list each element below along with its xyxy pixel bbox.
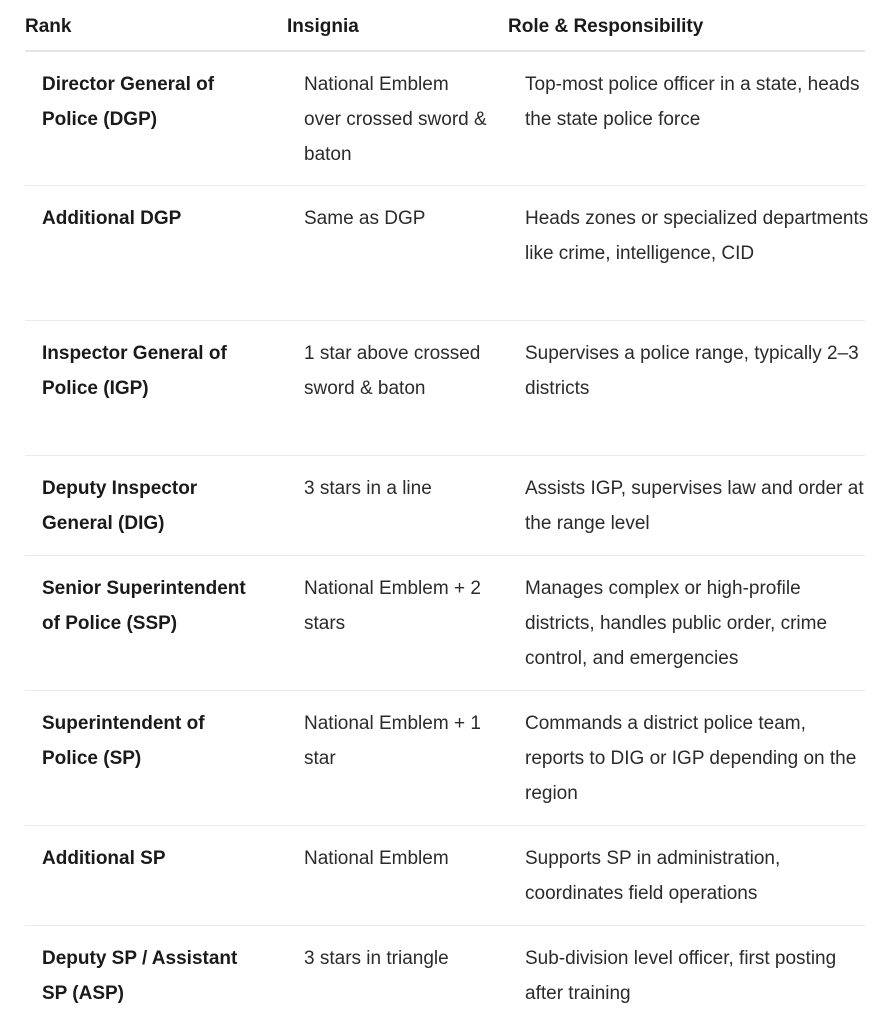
- insignia-cell: Same as DGP: [304, 208, 426, 229]
- role-cell: Supervises a police range, typically 2–3 districts: [525, 343, 859, 399]
- insignia-cell: National Emblem: [304, 848, 449, 869]
- header-rank: Rank: [25, 16, 72, 37]
- table-row: [25, 926, 865, 1024]
- insignia-cell: National Emblem + 2 stars: [304, 578, 481, 634]
- role-cell: Top-most police officer in a state, heads the state police force: [525, 74, 860, 130]
- table-row: [25, 186, 869, 321]
- insignia-cell: 3 stars in triangle: [304, 948, 449, 969]
- role-cell: Heads zones or specialized departments like crime, intelligence, CID: [525, 208, 869, 264]
- table-row: [25, 826, 865, 926]
- role-cell: Sub-division level officer, first posting after training: [525, 948, 837, 1004]
- rank-cell: Senior Superintendent of Police (SSP): [42, 578, 246, 634]
- rank-cell: Director General of Police (DGP): [42, 74, 215, 130]
- role-cell: Assists IGP, supervises law and order at the range level: [525, 478, 864, 534]
- role-cell: Commands a district police team, reports to DIG or IGP depending on the region: [525, 713, 857, 804]
- table-row: [25, 691, 865, 826]
- insignia-cell: 1 star above crossed sword & baton: [304, 343, 481, 399]
- rank-cell: Deputy SP / Assistant SP (ASP): [42, 948, 238, 1004]
- rank-cell: Inspector General of Police (IGP): [42, 343, 227, 399]
- table-row: [25, 556, 865, 691]
- rank-cell: Additional SP: [42, 848, 166, 869]
- rank-cell: Superintendent of Police (SP): [42, 713, 205, 769]
- role-cell: Supports SP in administration, coordinates field operations: [525, 848, 781, 904]
- role-cell: Manages complex or high-profile districts, handles public order, crime control, and emergencies: [525, 578, 828, 669]
- table-row: [25, 456, 865, 556]
- insignia-cell: National Emblem over crossed sword & baton: [304, 74, 487, 165]
- insignia-cell: National Emblem + 1 star: [304, 713, 481, 769]
- table-body: [25, 52, 869, 1024]
- insignia-cell: 3 stars in a line: [304, 478, 432, 499]
- header-insignia: Insignia: [287, 16, 359, 37]
- table-row: [25, 321, 865, 456]
- header-role: Role & Responsibility: [508, 16, 704, 37]
- rank-cell: Deputy Inspector General (DIG): [42, 478, 198, 534]
- rank-cell: Additional DGP: [42, 208, 182, 229]
- table-row: [25, 52, 865, 186]
- table-header-row: [25, 0, 865, 52]
